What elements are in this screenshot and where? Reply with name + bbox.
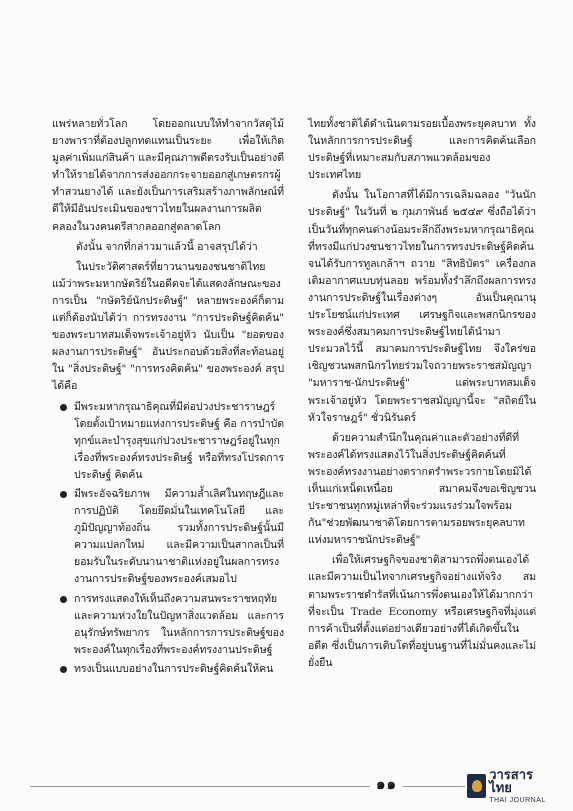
bullet-icon (60, 491, 67, 498)
paragraph: ดังนั้น จากที่กล่าวมาแล้วนี้ อาจสรุปได้ว่า (76, 240, 258, 253)
list-item (74, 591, 284, 659)
list-item-text: มีพระมหากรุณาธิคุณที่มีต่อปวงประชาราษฎร์ โดยตั้งเป้าหมายแห่งการประดิษฐ์ คือ การบำบัดทุกข์และบำรุงสุขแก่ปวงประชาราษฎร์อยู่ในทุกเรื่องที่พระองค์ทรงประดิษฐ์ หรือที่ทรงโปรดการประดิษฐ์ คิดค้น (74, 400, 284, 481)
list-item-text: การทรงแสดงให้เห็นถึงความสนพระราชหฤทัยและความห่วงใยในปัญหาสิ่งแวดล้อม และการอนุรักษ์ทรัพยากร ในหลักการการประดิษฐ์ของพระองค์ในทุกเรื่องที่พระองค์ทรงงานประดิษฐ์ (74, 592, 284, 656)
paragraph: ด้วยความสำนึกในคุณค่าและตัวอย่างที่ดีที่พระองค์ได้ทรงแสดงไว้ในสิ่งประดิษฐ์คิดค้นที่พระองค์ทรงงานอย่างตรากตรำพระวรกายโดยมิได้เห็นแก่เหน็ดเหนื่อย สมาคมจึงขอเชิญชวนประชาชนทุกหมู่เหล่าที่จะร่วมแรงร่วมใจพร้อมกัน"ช่วยพัฒนาชาติโดยการตามรอยพระยุคลบาทแห่งมหาราชนักประดิษฐ์" (308, 431, 536, 547)
paragraph: แพร่หลายทั่วโลก โดยออกแบบให้ทำจากวัสดุไม้ยางพาราที่ต้องปลูกทดแทนเป็นระยะ เพื่อให้เกิดมูลค่าเพิ่มแก่สินค้า และมีคุณภาพดีตรงรับเป็นอย่างดี ทำให้รายได้จากการส่งออกกระจายออกสู่เกษตรกรผู้ทำสวนยางได้ และยังเป็นการเสริมสร้างภาพลักษณ์ที่ดีให้มีอันประเมินของชาวไทยในผลงานการผลิตคลองในวงคนตรีสากลออกสู่ตลาดโลก (52, 118, 284, 233)
paragraph: ในประวัติศาสตร์ที่ยาวนานของชนชาติไทย แม้ว่าพระมหากษัตริย์ในอดีตจะได้แสดงลักษณะของการเป็น "กษัตริย์นักประดิษฐ์" หลายพระองค์ก็ตาม แต่ก็ต้องนับได้ว่า การทรงงาน "การประดิษฐ์คิดค้น" ของพระบาทสมเด็จพระเจ้าอยู่หัว นับเป็น "ยอดของผลงานการประดิษฐ์" อันประกอบด้วยสิ่งที่สะท้อนอยู่ใน "สิ่งประดิษฐ์" "การทรงคิดค้น" ของพระองค์ สรุปได้คือ (52, 260, 284, 393)
bullet-icon (60, 666, 67, 673)
bullet-list (52, 399, 284, 679)
paragraph: ดังนั้น ในโอกาสที่ได้มีการเฉลิมฉลอง "วันนักประดิษฐ์" ในวันที่ ๒ กุมภาพันธ์ ๒๕๔๙ ซึ่งถือได้ว่าเป็นวันที่ทุกคนต่างน้อมระลึกถึงพระมหากรุณาธิคุณที่ทรงมีแก่ปวงชนชาวไทยในการทรงประดิษฐ์คิดค้นจนได้รับการทูลเกล้าฯ ถวาย "สิทธิบัตร" เครื่องกลเติมอากาศแบบทุ่นลอย พร้อมทั้งรำลึกถึงผลการทรงงานการประดิษฐ์ในเรื่องต่างๆ อันเป็นคุณานุประโยชน์แก่ประเทศ เศรษฐกิจและพสกนิกรของพระองค์ซึ่งสมาคมการประดิษฐ์ไทยได้นำมาประมวลไว้นี้ สมาคมการประดิษฐ์ไทย จึงใคร่ขอเชิญชวนพสกนิกรไทยร่วมใจถวายพระราชสมัญญา "มหาราช-นักประดิษฐ์" แด่พระบาทสมเด็จพระเจ้าอยู่หัว โดยพระราชสมัญญานี้จะ "สถิตย์ในหัวใจราษฎร์" ชั่วนิรันดร์ (308, 189, 536, 424)
list-item (74, 486, 284, 589)
page-number: ๑๑ (370, 772, 403, 796)
logo-emblem-icon (467, 774, 486, 798)
logo-title: วารสารไทย (489, 767, 533, 796)
list-item-text: มีพระอัจฉริยภาพ มีความล้ำเลิศในทฤษฎีและการปฏิบัติ โดยยึดมั่นในเทคโนโลยี และภูมิปัญญาท้องถิ่น รวมทั้งการประดิษฐ์นั้นมีความแปลกใหม่ และมีความเป็นสากลเป็นที่ยอมรับในระดับนานาชาติแห่งอยู่ในผลการทรงงานการประดิษฐ์ของพระองค์เสมอไป (74, 487, 284, 586)
paragraph: เพื่อให้เศรษฐกิจของชาติสามารถพึ่งตนเองได้และมีความเป็นไทจากเศรษฐกิจอย่างแท้จริง สมตามพระราชดำรัสที่เน้นการพึ่งตนเองให้ได้มากกว่าที่จะเป็น Trade Economy หรือเศรษฐกิจที่มุ่งแต่การค้าเป็นที่ตั้งแต่อย่างเดียวอย่างที่ได้เกิดขึ้นในอดีต ซึ่งเป็นการเติบโตที่อยู่บนฐานที่ไม่มั่นคงและไม่ยั่งยืน (308, 554, 536, 669)
list-item (74, 661, 284, 678)
left-column (52, 116, 284, 680)
list-item (74, 399, 284, 484)
journal-logo (467, 767, 553, 804)
right-column (308, 116, 536, 675)
list-item-text: ทรงเป็นแบบอย่างในการประดิษฐ์คิดค้นให้คน (74, 662, 274, 675)
bullet-icon (60, 596, 67, 603)
page-footer (30, 767, 553, 804)
logo-subtitle: THAI JOURNAL (489, 796, 546, 804)
bullet-icon (60, 404, 67, 411)
paragraph: ไทยทั้งชาติได้ดำเนินตามรอยเบื้องพระยุคลบาท ทั้งในหลักการการประดิษฐ์ และการคิดค้นเลือกประดิษฐ์ที่เหมาะสมกับสภาพแวดล้อมของประเทศไทย (308, 118, 536, 182)
